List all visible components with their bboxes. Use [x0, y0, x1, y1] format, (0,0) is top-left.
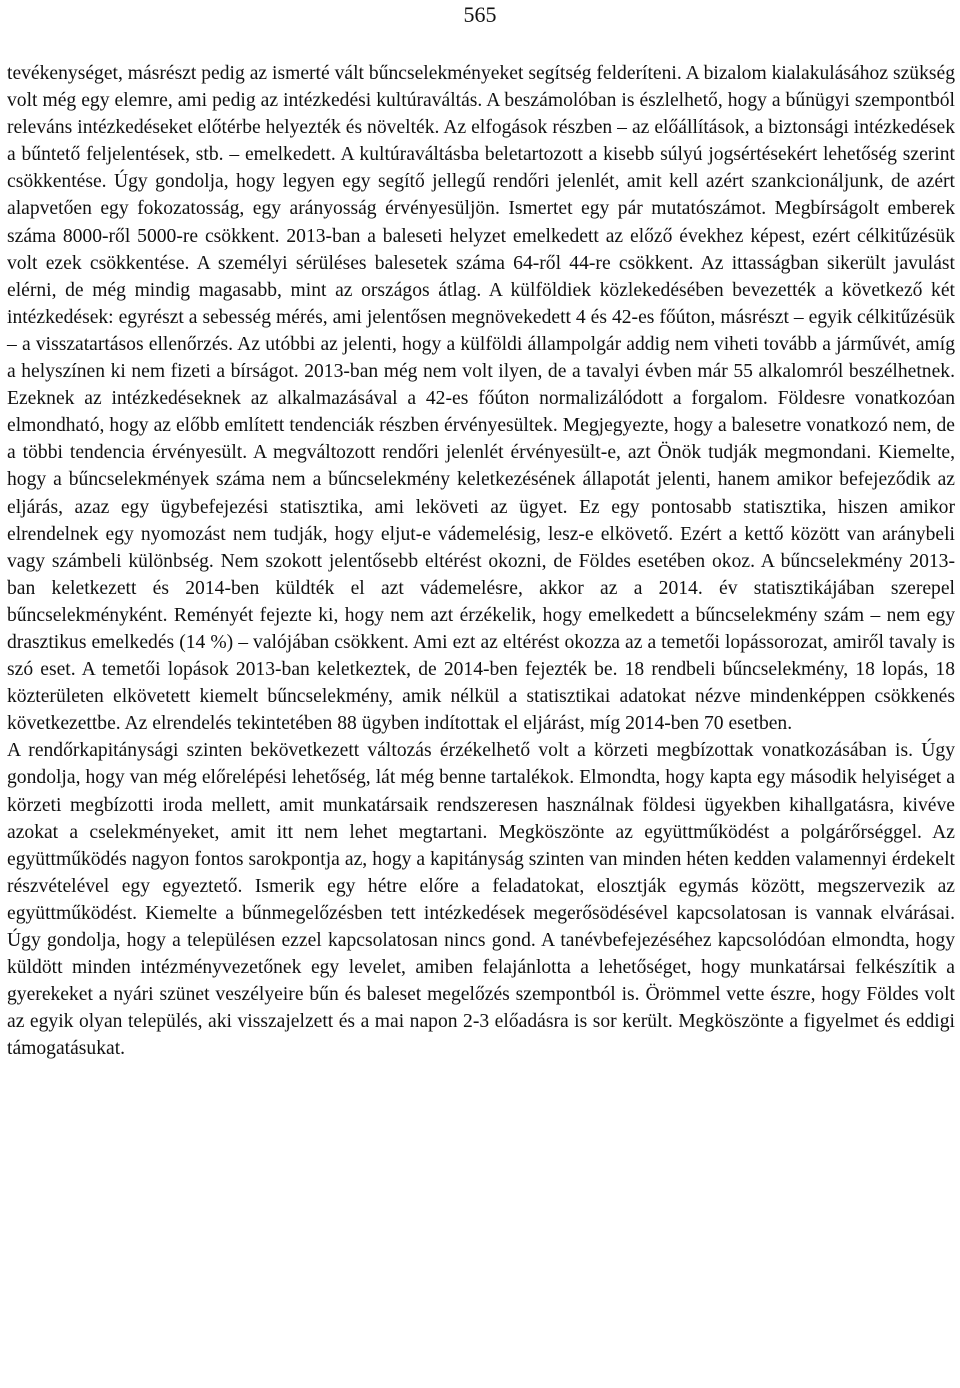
body-text: [7, 60, 955, 1062]
paragraph: tevékenységet, másrészt pedig az ismerté vált bűncselekményeket segítség felderíteni. A bizalom kialakulásához szükség volt még egy elemre, ami pedig az intézkedési kultúraváltás. A beszámolóban is észlelhető, hogy a bűnügyi szempontból releváns intézkedéseket előtérbe helyezték és növelték. Az elfogások részben – az előállítások, a biztonsági intézkedések a bűntető feljelentések, stb. – emelkedett. A kultúraváltásba beletartozott a kisebb súlyú jogsértésekért lehetőség szerint csökkentése. Úgy gondolja, hogy legyen egy segítő jellegű rendőri jelenlét, amit kell azért szankcionáljunk, de azért alapvetően egy fokozatosság, egy arányosság érvényesüljön. Ismertet egy pár mutatószámot. Megbírságolt emberek száma 8000-ről 5000-re csökkent. 2013-ban a baleseti helyzet emelkedett az előző évekhez képest, ezért célkitűzésük volt ezek csökkentése. A személyi sérüléses balesetek száma 64-ről 44-re csökkent. Az ittasságban sikerült javulást elérni, de még mindig magasabb, mint az országos átlag. A külföldiek közlekedésében bevezették a következő két intézkedések: egyrészt a sebesség mérés, ami jelentősen megnövekedett 4 és 42-es főúton, másrészt – egyik célkitűzésük – a visszatartásos ellenőrzés. Az utóbbi az jelenti, hogy a külföldi állampolgár addig nem viheti tovább a járművét, amíg a helyszínen ki nem fizeti a bírságot. 2013-ban még nem volt ilyen, de a tavalyi évben már 55 alkalomról beszélhetnek. Ezeknek az intézkedéseknek az alkalmazásával a 42-es főúton normalizálódott a forgalom. Földesre vonatkozóan elmondható, hogy az előbb említett tendenciák részben érvényesültek. Megjegyezte, hogy a balesetre vonatkozó nem, de a többi tendencia érvényesült. A megváltozott rendőri jelenlét érvényesült-e, azt Önök tudják megmondani. Kiemelte, hogy a bűncselekmények száma nem a bűncselekmény keletkezésének állapotát jelenti, hanem amikor befejeződik az eljárás, azaz egy ügybefejezési statisztika, ami leköveti az ügyet. Ez egy pontosabb statisztika, hiszen amikor elrendelnek egy nyomozást nem tudják, hogy eljut-e vádemelésig, lesz-e elkövető. Ezért a kettő között van aránybeli vagy számbeli különbség. Nem szokott jelentősebb eltérést okozni, de Földes esetében okoz. A bűncselekmény 2013-ban keletkezett és 2014-ben küldték el azt vádemelésre, akkor az a 2014. év statisztikájában szerepel bűncselekményként. Reményét fejezte ki, hogy nem azt érzékelik, hogy emelkedett a bűncselekmény szám – nem egy drasztikus emelkedés (14 %) – valójában csökkent. Ami ezt az eltérést okozza az a temetői lopássorozat, amiről tavaly is szó eset. A temetői lopások 2013-ban keletkeztek, de 2014-ben fejezték be. 18 rendbeli bűncselekmény, 18 lopás, 18 közterületen elkövetett kiemelt bűncselekmény, amik nélkül a statisztikai adatokat nézve mindenképpen csökkenés következettbe. Az elrendelés tekintetében 88 ügyben indítottak el eljárást, míg 2014-ben 70 esetben.: [7, 63, 955, 735]
paragraph: A rendőrkapitánysági szinten bekövetkezett változás érzékelhető volt a körzeti megbízottak vonatkozásában is. Úgy gondolja, hogy van még előrelépési lehetőség, lát még benne tartalékok. Elmondta, hogy kapta egy második helyiséget a körzeti megbízotti iroda mellett, amit munkatársaik rendszeresen használnak földesi ügyekben kihallgatásra, kivéve azokat a cselekményeket, amit itt nem lehet megtartani. Megköszönte az együttműködést a polgárőrséggel. Az együttműködés nagyon fontos sarokpontja az, hogy a kapitányság szinten van minden héten kedden valamennyi érdekelt részvételével egy egyeztető. Ismerik egy hétre előre a feladatokat, elosztják egymás között, megszervezik az együttműködést. Kiemelte a bűnmegelőzésben tett intézkedések megerősödésével kapcsolatosan is vannak elvárásai. Úgy gondolja, hogy a településen ezzel kapcsolatosan nincs gond. A tanévbefejezéséhez kapcsolódóan elmondta, hogy küldött minden intézményvezetőnek egy levelet, amiben felajánlotta a lehetőséget, hogy munkatársai felkészítik a gyerekeket a nyári szünet veszélyeire bűn és baleset megelőzés szempontból is. Örömmel vette észre, hogy Földes volt az egyik olyan település, aki visszajelzett és a mai napon 2-3 előadásra is sor került. Megköszönte a figyelmet és eddigi támogatásukat.: [7, 740, 955, 1060]
page-number: 565: [463, 2, 497, 27]
